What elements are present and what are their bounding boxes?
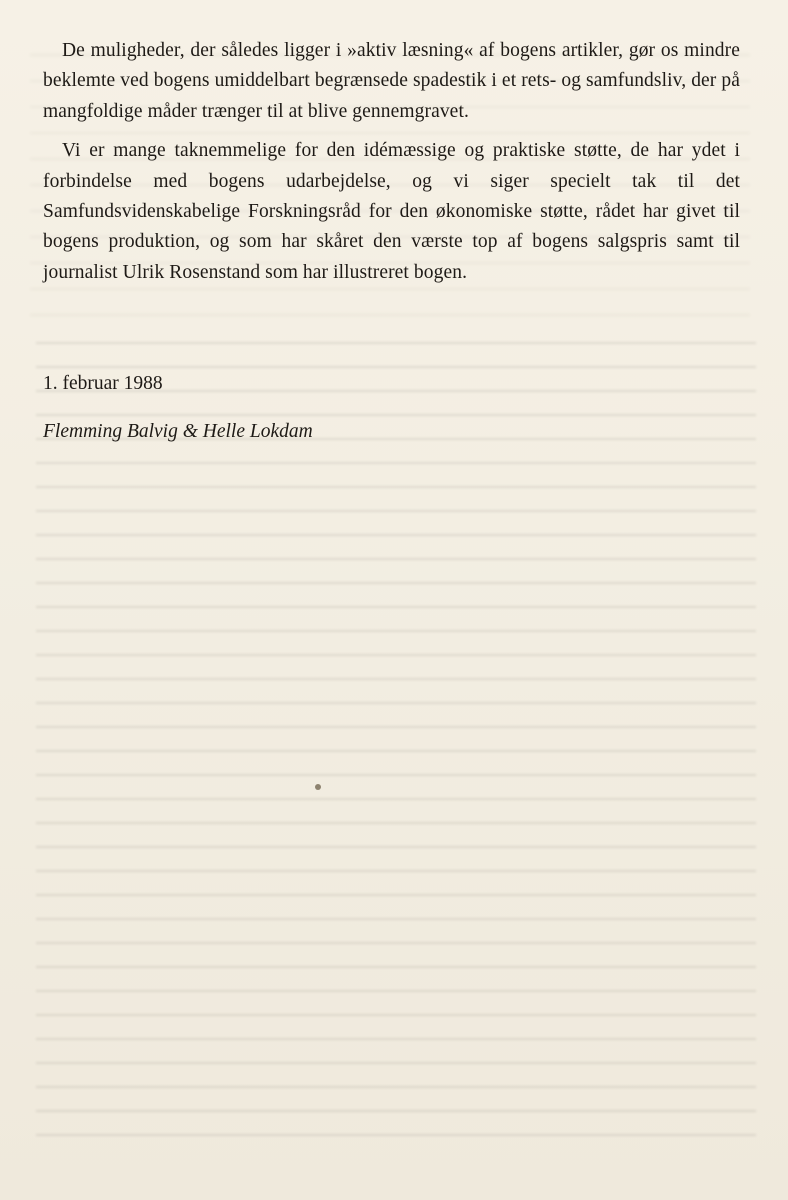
paragraph-acknowledgements: Vi er mange taknemmelige for den idémæssige og praktiske støtte, de har ydet i forbindelse med bogens udarbejdelse, og vi siger specielt tak til det Samfundsvidenskabelige Forskningsråd for den økonomiske støtte, rådet har givet til bogens produktion, og som har skåret den værste top af bogens salgspris samt til journalist Ulrik Rosenstand som har illustreret bogen. (43, 140, 740, 283)
preface-date: 1. februar 1988 (43, 373, 163, 394)
paper-speck (315, 784, 321, 790)
show-through-shadow (36, 330, 756, 1150)
author-signature: Flemming Balvig & Helle Lokdam (43, 421, 313, 442)
paragraph-active-reading: De muligheder, der således ligger i »aktiv læsning« af bogens artikler, gør os mindre beklemte ved bogens umiddelbart begrænsede spadestik i et rets- og samfundsliv, der på mangfoldige måder trænger til at blive gennemgravet. (43, 40, 740, 122)
preface-text-block (43, 36, 740, 288)
